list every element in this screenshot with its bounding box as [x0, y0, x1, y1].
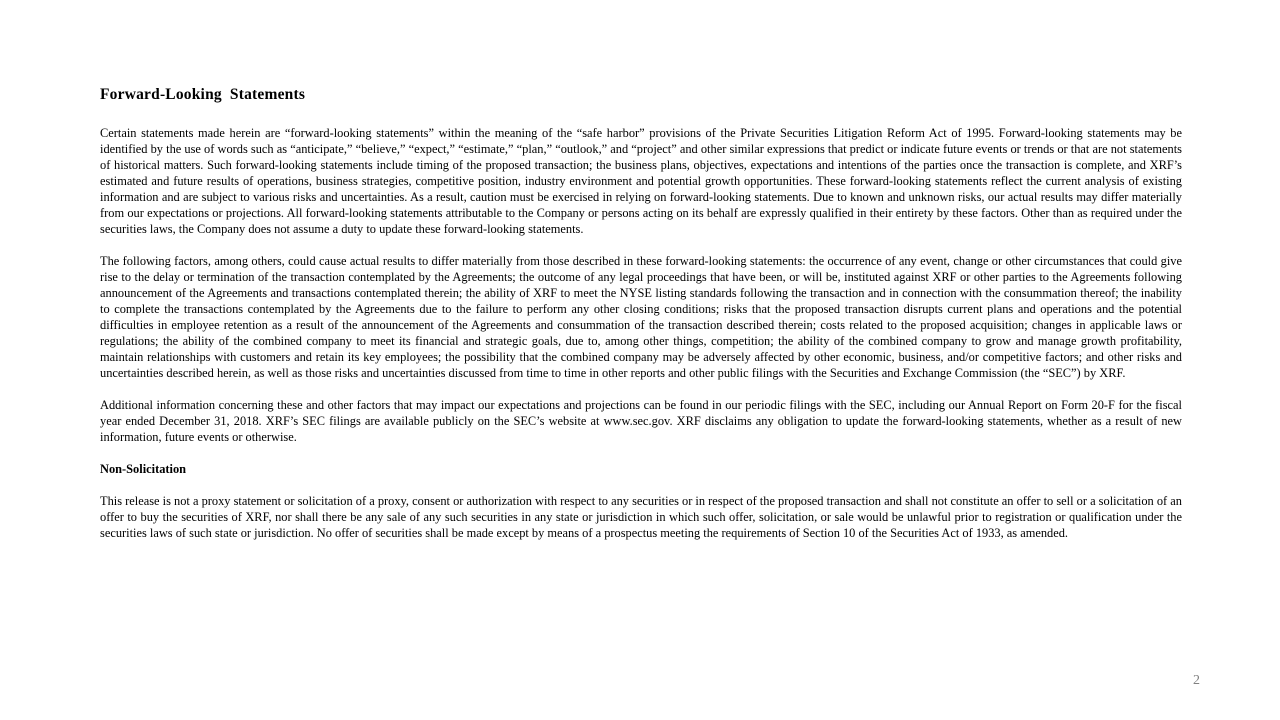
forward-looking-paragraph-2: The following factors, among others, could cause actual results to differ materially from those described in these forward-looking statements: the occurrence of any event, change or other circumstances that could give rise to the delay or termination of the transaction contemplated by the Agreements; the outcome of any legal proceedings that have been, or will be, instituted against XRF or other parties to the Agreements following announcement of the Agreements and transactions contemplated therein; the ability of XRF to meet the NYSE listing standards following the transaction and in connection with the consummation thereof; the inability to complete the transactions contemplated by the Agreements due to the failure to perform any other closing conditions; risks that the proposed transaction disrupts current plans and operations and the potential difficulties in employee retention as a result of the announcement of the Agreements and consummation of the transaction described therein; costs related to the proposed acquisition; changes in applicable laws or regulations; the ability of the combined company to meet its financial and strategic goals, due to, among other things, competition; the ability of the combined company to grow and manage growth profitability, maintain relationships with customers and retain its key employees; the possibility that the combined company may be adversely affected by other economic, business, and/or competitive factors; and other risks and uncertainties described herein, as well as those risks and uncertainties discussed from time to time in other reports and other public filings with the Securities and Exchange Commission (the “SEC”) by XRF. — [100, 254, 1182, 380]
non-solicitation-heading: Non-Solicitation — [100, 462, 187, 476]
page-number: 2 — [1193, 673, 1200, 688]
forward-looking-paragraph-1: Certain statements made herein are “forward-looking statements” within the meaning of the “safe harbor” provisions of the Private Securities Litigation Reform Act of 1995. Forward-looking statements may be identified by the use of words such as “anticipate,” “believe,” “expect,” “estimate,” “plan,” “outlook,” and “project” and other similar expressions that predict or indicate future events or trends or that are not statements of historical matters. Such forward-looking statements include timing of the proposed transaction; the business plans, objectives, expectations and intentions of the parties once the transaction is complete, and XRF’s estimated and future results of operations, business strategies, competitive position, industry environment and potential growth opportunities. These forward-looking statements reflect the current analysis of existing information and are subject to various risks and uncertainties. As a result, caution must be exercised in relying on forward-looking statements. Due to known and unknown risks, our actual results may differ materially from our expectations or projections. All forward-looking statements attributable to the Company or persons acting on its behalf are expressly qualified in their entirety by these factors. Other than as required under the securities laws, the Company does not assume a duty to update these forward-looking statements. — [100, 126, 1182, 236]
forward-looking-paragraph-3: Additional information concerning these and other factors that may impact our expectations and projections can be found in our periodic filings with the SEC, including our Annual Report on Form 20-F for the fiscal year ended December 31, 2018. XRF’s SEC filings are available publicly on the SEC’s website at www.sec.gov. XRF disclaims any obligation to update the forward-looking statements, whether as a result of new information, future events or otherwise. — [100, 398, 1182, 444]
non-solicitation-paragraph-1: This release is not a proxy statement or solicitation of a proxy, consent or authorization with respect to any securities or in respect of the proposed transaction and shall not constitute an offer to sell or a solicitation of an offer to buy the securities of XRF, nor shall there be any sale of any such securities in any state or jurisdiction in which such offer, solicitation, or sale would be unlawful prior to registration or qualification under the securities laws of such state or jurisdiction. No offer of securities shall be made except by means of a prospectus meeting the requirements of Section 10 of the Securities Act of 1933, as amended. — [100, 494, 1182, 540]
page-title: Forward-Looking Statements — [100, 86, 306, 103]
document-content — [100, 86, 1182, 557]
